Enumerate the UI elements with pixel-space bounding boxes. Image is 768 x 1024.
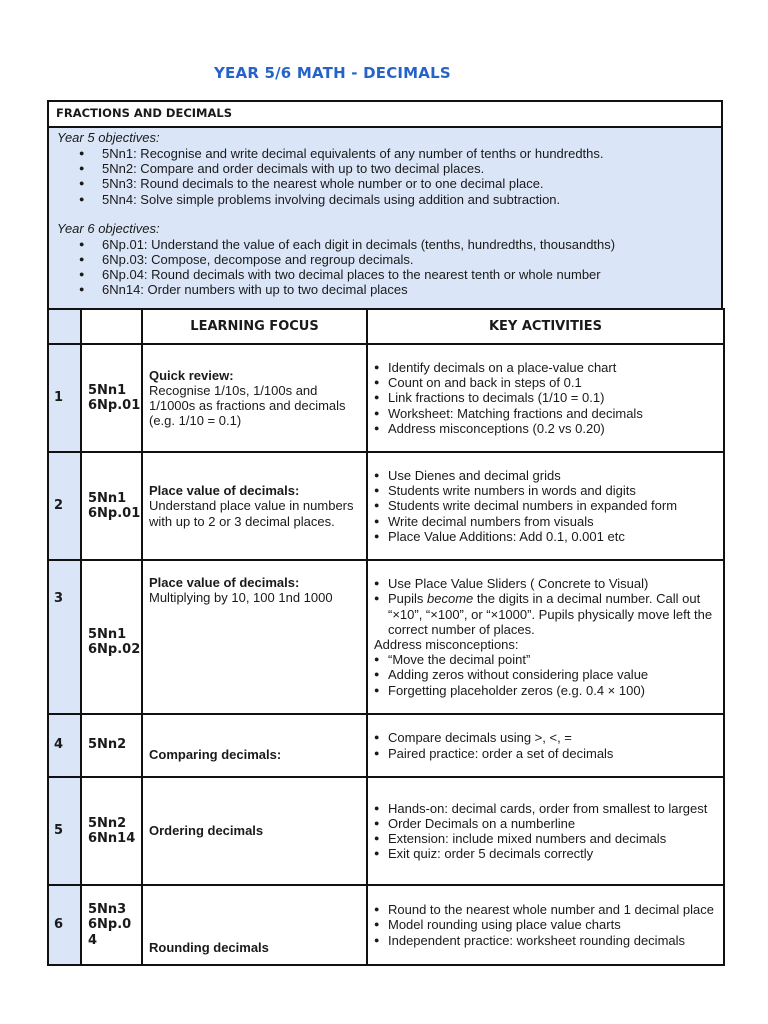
list-item: ● Hands-on: decimal cards, order from smallest to largest: [374, 801, 717, 816]
objective-codes: 5Nn2 6Nn14: [81, 777, 142, 885]
table-row: [48, 885, 724, 965]
learning-focus: Ordering decimals: [142, 777, 367, 885]
objective-codes: 5Nn2: [81, 714, 142, 777]
list-item: ● Students write decimal numbers in expanded form: [374, 498, 717, 513]
list-item: ● 5Nn4: Solve simple problems involving decimals using addition and subtraction.: [57, 192, 721, 207]
year6-heading: Year 6 objectives:: [57, 220, 160, 236]
list-item: ● Write decimal numbers from visuals: [374, 514, 717, 529]
key-activities: [367, 714, 724, 777]
list-item: ● Place Value Additions: Add 0.1, 0.001 etc: [374, 529, 717, 544]
list-item: ● 6Nn14: Order numbers with up to two decimal places: [57, 282, 721, 297]
objectives-box: [47, 100, 723, 310]
learning-focus: Rounding decimals: [142, 885, 367, 965]
list-item: ● Worksheet: Matching fractions and decimals: [374, 406, 717, 421]
learning-focus: Place value of decimals: Understand place value in numbers with up to 2 or 3 decimal places.: [142, 452, 367, 560]
list-item: ● Forgetting placeholder zeros (e.g. 0.4 × 100): [374, 683, 717, 698]
table-row: [48, 452, 724, 560]
year6-list: [57, 237, 721, 298]
section-header: FRACTIONS AND DECIMALS: [49, 102, 721, 128]
lesson-table: [47, 308, 725, 966]
table-row: [48, 344, 724, 452]
row-number: 5: [48, 777, 81, 885]
learning-focus: Place value of decimals: Multiplying by 10, 100 1nd 1000: [142, 560, 367, 714]
list-item: ● Paired practice: order a set of decimals: [374, 746, 717, 761]
list-item: ● 5Nn1: Recognise and write decimal equivalents of any number of tenths or hundredths.: [57, 146, 721, 161]
list-item: ● Count on and back in steps of 0.1: [374, 375, 717, 390]
list-item: ● Address misconceptions (0.2 vs 0.20): [374, 421, 717, 436]
list-item: ● “Move the decimal point”: [374, 652, 717, 667]
key-activities: [367, 885, 724, 965]
learning-focus: Comparing decimals:: [142, 714, 367, 777]
key-activities: [367, 452, 724, 560]
list-item: ● 5Nn3: Round decimals to the nearest whole number or to one decimal place.: [57, 176, 721, 191]
objectives-panel: [49, 128, 721, 310]
list-item: ● Round to the nearest whole number and 1 decimal place: [374, 902, 717, 917]
list-item: ● Extension: include mixed numbers and decimals: [374, 831, 717, 846]
list-item: ● Adding zeros without considering place value: [374, 667, 717, 682]
list-item: ● Model rounding using place value charts: [374, 917, 717, 932]
key-activities: [367, 560, 724, 714]
list-item: ● Order Decimals on a numberline: [374, 816, 717, 831]
objective-codes: 5Nn1 6Np.01: [81, 452, 142, 560]
year5-heading: Year 5 objectives:: [57, 130, 160, 145]
table-header-row: [48, 309, 724, 344]
key-activities: [367, 344, 724, 452]
list-item: ● Use Place Value Sliders ( Concrete to Visual): [374, 576, 717, 591]
list-item: ● 6Np.01: Understand the value of each digit in decimals (tenths, hundredths, thousandths): [57, 237, 721, 252]
row-number: 4: [48, 714, 81, 777]
row-number: 6: [48, 885, 81, 965]
list-item: ● Students write numbers in words and digits: [374, 483, 717, 498]
row-number: 1: [48, 344, 81, 452]
objective-codes: 5Nn1 6Np.02: [81, 560, 142, 714]
list-item: ● Use Dienes and decimal grids: [374, 468, 717, 483]
list-item: ● Exit quiz: order 5 decimals correctly: [374, 846, 717, 861]
table-row: [48, 560, 724, 714]
list-item: ● Independent practice: worksheet rounding decimals: [374, 933, 717, 948]
misconceptions-label: Address misconceptions:: [374, 637, 519, 652]
key-activities: [367, 777, 724, 885]
list-item: ● Compare decimals using >, <, =: [374, 730, 717, 745]
row-number: 2: [48, 452, 81, 560]
learning-focus: Quick review: Recognise 1/10s, 1/100s and 1/1000s as fractions and decimals (e.g. 1/10 = 0.1): [142, 344, 367, 452]
list-item: ● Link fractions to decimals (1/10 = 0.1): [374, 390, 717, 405]
column-header-focus: LEARNING FOCUS: [142, 309, 367, 344]
year5-list: [57, 146, 721, 207]
table-row: [48, 777, 724, 885]
table-row: [48, 714, 724, 777]
column-header-activities: KEY ACTIVITIES: [367, 309, 724, 344]
list-item: ● Pupils become the digits in a decimal number. Call out “×10”, “×100”, or “×1000”. Pupils physically move left the correct number of places.: [374, 591, 717, 637]
objective-codes: 5Nn3 6Np.0 4: [81, 885, 142, 965]
row-number: 3: [48, 560, 81, 714]
page-title: YEAR 5/6 MATH - DECIMALS: [214, 64, 451, 82]
list-item: ● 6Np.03: Compose, decompose and regroup decimals.: [57, 252, 721, 267]
objective-codes: 5Nn1 6Np.01: [81, 344, 142, 452]
list-item: ● 5Nn2: Compare and order decimals with up to two decimal places.: [57, 161, 721, 176]
list-item: ● 6Np.04: Round decimals with two decimal places to the nearest tenth or whole number: [57, 267, 721, 282]
list-item: ● Identify decimals on a place-value chart: [374, 360, 717, 375]
